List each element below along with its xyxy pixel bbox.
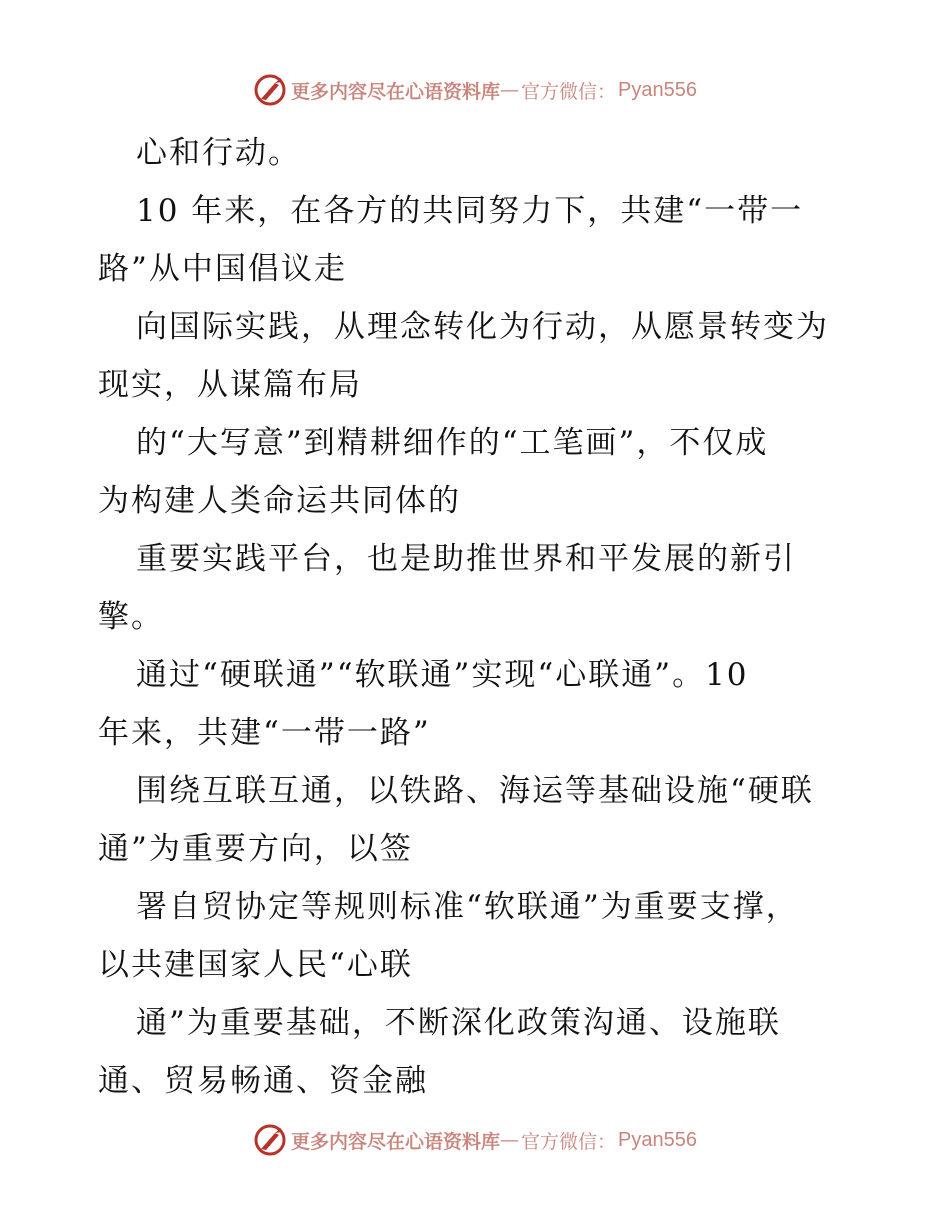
wechat-label: 官方微信： bbox=[521, 80, 617, 103]
footer-banner bbox=[0, 1120, 950, 1160]
text-line: 路”从中国倡议走 bbox=[98, 251, 347, 287]
text-line: 年来，共建“一带一路” bbox=[98, 715, 431, 751]
text-line: 以共建国家人民“心联 bbox=[98, 947, 413, 983]
wechat-id: Pyan556 bbox=[618, 78, 697, 101]
text-line: 心和行动。 bbox=[136, 135, 301, 171]
text-line: 向国际实践，从理念转化为行动，从愿景转变为 bbox=[136, 309, 829, 345]
banner-title: 更多内容尽在心语资料库 bbox=[291, 1130, 501, 1153]
banner-separator: — bbox=[500, 1129, 520, 1151]
quill-logo-icon bbox=[253, 1123, 287, 1157]
quill-logo-icon bbox=[253, 73, 287, 107]
document-body bbox=[98, 124, 858, 1110]
wechat-label: 官方微信： bbox=[521, 1130, 617, 1153]
text-line: 通”为重要基础，不断深化政策沟通、设施联 bbox=[136, 1005, 781, 1041]
text-line: 围绕互联互通，以铁路、海运等基础设施“硬联 bbox=[136, 773, 814, 809]
wechat-id: Pyan556 bbox=[618, 1128, 697, 1151]
text-line: 擎。 bbox=[98, 599, 164, 635]
text-line: 的“大写意”到精耕细作的“工笔画”，不仅成 bbox=[136, 425, 769, 461]
text-line: 通过“硬联通”“软联通”实现“心联通”。10 bbox=[136, 657, 749, 693]
text-line: 现实，从谋篇布局 bbox=[98, 367, 362, 403]
text-line: 重要实践平台，也是助推世界和平发展的新引 bbox=[136, 541, 796, 577]
text-line: 为构建人类命运共同体的 bbox=[98, 483, 461, 519]
text-line: 署自贸协定等规则标准“软联通”为重要支撑， bbox=[136, 889, 799, 925]
text-line: 通”为重要方向，以签 bbox=[98, 831, 413, 867]
banner-separator: — bbox=[500, 79, 520, 101]
text-line: 10 年来，在各方的共同努力下，共建“一带一 bbox=[136, 193, 804, 229]
header-banner bbox=[0, 70, 950, 110]
text-line: 通、贸易畅通、资金融 bbox=[98, 1063, 428, 1099]
banner-title: 更多内容尽在心语资料库 bbox=[291, 80, 501, 103]
